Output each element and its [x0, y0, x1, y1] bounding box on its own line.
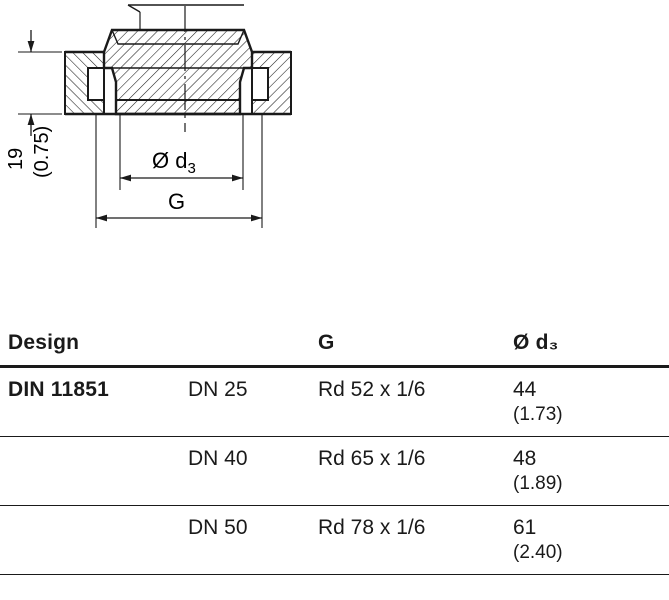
- dim-height: [5, 30, 62, 178]
- cell-dn: DN 40: [188, 446, 248, 470]
- header-blank: [180, 325, 310, 367]
- cell-d3-mm: 61: [513, 515, 537, 539]
- g-label: G: [168, 189, 186, 214]
- header-d3: Ø d₃: [513, 331, 559, 354]
- cell-design: [0, 436, 180, 505]
- header-g: G: [318, 331, 335, 354]
- cell-d3: [505, 505, 669, 574]
- table-row: [0, 367, 669, 437]
- collar-left: [65, 52, 104, 114]
- cell-dn: DN 25: [188, 378, 248, 401]
- table-row: [0, 505, 669, 574]
- cell-d3-in: (2.40): [513, 542, 563, 564]
- cell-d3: [505, 367, 669, 437]
- cell-d3-in: (1.89): [513, 473, 563, 495]
- flange-body: [104, 30, 252, 114]
- cell-g: Rd 65 x 1/6: [318, 446, 426, 470]
- cell-design: DIN 11851: [8, 378, 110, 401]
- cell-dn: DN 50: [188, 515, 248, 539]
- spec-table-container: [0, 325, 669, 575]
- height-in-label: (0.75): [31, 125, 53, 178]
- spec-table: [0, 325, 669, 575]
- header-design: Design: [8, 331, 80, 354]
- d3-label: Ø $d_3$: [152, 148, 196, 177]
- collar-right: [252, 52, 291, 114]
- table-header-row: [0, 325, 669, 367]
- cell-g: Rd 78 x 1/6: [318, 515, 426, 539]
- cell-g: Rd 52 x 1/6: [318, 378, 426, 401]
- dim-d3: [120, 114, 243, 190]
- cell-d3-mm: 48: [513, 446, 537, 470]
- height-mm-label: 19: [5, 147, 27, 170]
- cell-d3-mm: 44: [513, 378, 537, 401]
- cell-design: [0, 505, 180, 574]
- cell-d3: [505, 436, 669, 505]
- cell-d3-in: (1.73): [513, 404, 563, 426]
- table-row: [0, 436, 669, 505]
